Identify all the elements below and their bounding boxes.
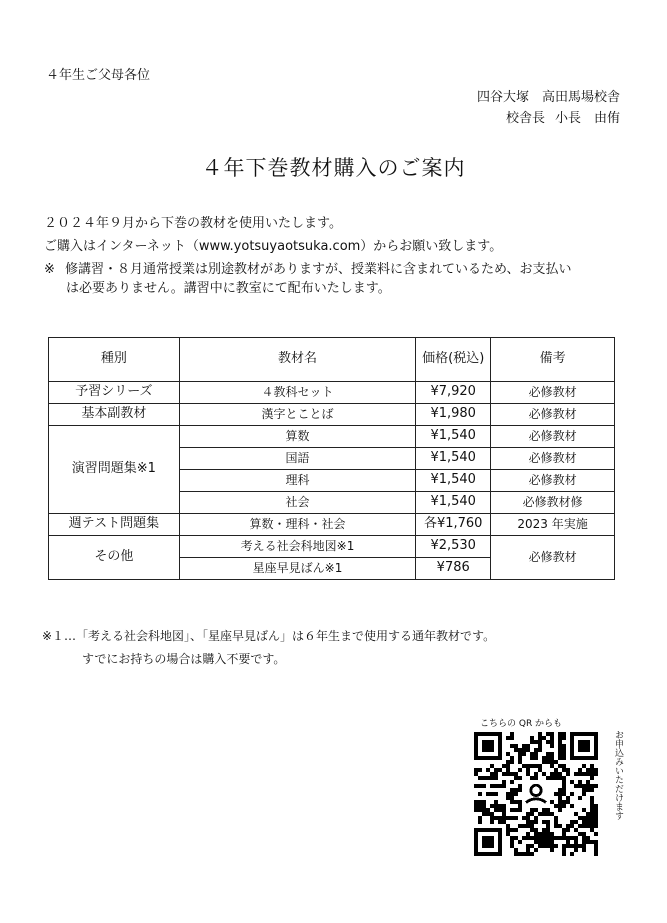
cell-price: ¥1,980 — [416, 404, 491, 426]
note-line-2: は必要ありません。講習中に教室にて配布いたします。 — [66, 281, 391, 296]
header-price: 価格(税込) — [416, 338, 491, 382]
cell-remarks: 必修教材 — [491, 426, 615, 448]
table-row — [49, 514, 615, 536]
cell-price: 各¥1,760 — [416, 514, 491, 536]
qr-side-text: お申込みいただけます — [613, 730, 623, 820]
note-mark: ※ — [44, 262, 55, 277]
principal-name: 小長 由侑 — [554, 111, 620, 126]
cell-material: 社会 — [179, 492, 416, 514]
school-name: 四谷大塚 高田馬場校舎 — [476, 90, 620, 105]
cell-material: ４教科セット — [179, 382, 416, 404]
cell-remarks: 必修教材修 — [491, 492, 615, 514]
cell-price: ¥1,540 — [416, 448, 491, 470]
cell-price: ¥2,530 — [416, 536, 491, 558]
principal-title: 校舎長 — [505, 111, 545, 126]
cell-material: 国語 — [179, 448, 416, 470]
table-row — [49, 426, 615, 448]
recipient-line: ４年生ご父母各位 — [46, 68, 151, 83]
qr-code-icon[interactable] — [474, 732, 598, 856]
intro-line-2: ご購入はインターネット（www.yotsuyaotsuka.com）からお願い致します。 — [44, 239, 503, 254]
table-row — [49, 404, 615, 426]
table-header-row — [49, 338, 615, 382]
note-line-1 — [44, 258, 572, 277]
cell-category: 予習シリーズ — [49, 382, 180, 404]
cell-material: 考える社会科地図※1 — [179, 536, 416, 558]
table-row — [49, 382, 615, 404]
materials-table — [48, 337, 615, 580]
qr-caption: こちらの QR からも — [480, 719, 563, 729]
cell-category: 演習問題集※1 — [49, 426, 180, 514]
cell-remarks: 必修教材 — [491, 382, 615, 404]
principal-line — [506, 107, 620, 126]
footnote-line-1: ※１…「考える社会科地図」、「星座早見ばん」は６年生まで使用する通年教材です。 — [42, 629, 496, 643]
cell-category: 週テスト問題集 — [49, 514, 180, 536]
header-remarks: 備考 — [491, 338, 615, 382]
table-row — [49, 536, 615, 558]
cell-category: 基本副教材 — [49, 404, 180, 426]
cell-material: 漢字とことば — [179, 404, 416, 426]
cell-price: ¥7,920 — [416, 382, 491, 404]
cell-remarks: 必修教材 — [491, 536, 615, 580]
header-material: 教材名 — [179, 338, 416, 382]
cell-price: ¥1,540 — [416, 470, 491, 492]
cell-material: 星座早見ばん※1 — [179, 558, 416, 580]
cell-remarks: 2023 年実施 — [491, 514, 615, 536]
cell-remarks: 必修教材 — [491, 470, 615, 492]
cell-material: 算数・理科・社会 — [179, 514, 416, 536]
cell-price: ¥786 — [416, 558, 491, 580]
note-text-1: 修講習・８月通常授業は別途教材がありますが、授業料に含まれているため、お支払い — [65, 262, 572, 277]
cell-price: ¥1,540 — [416, 492, 491, 514]
cell-remarks: 必修教材 — [491, 448, 615, 470]
cell-remarks: 必修教材 — [491, 404, 615, 426]
cell-price: ¥1,540 — [416, 426, 491, 448]
document-title: ４年下巻教材購入のご案内 — [201, 156, 466, 180]
header-category: 種別 — [49, 338, 180, 382]
cell-category: その他 — [49, 536, 180, 580]
cell-material: 算数 — [179, 426, 416, 448]
intro-line-1: ２０２４年９月から下巻の教材を使用いたします。 — [44, 216, 342, 231]
footnote-line-2: すでにお持ちの場合は購入不要です。 — [82, 652, 286, 666]
cell-material: 理科 — [179, 470, 416, 492]
